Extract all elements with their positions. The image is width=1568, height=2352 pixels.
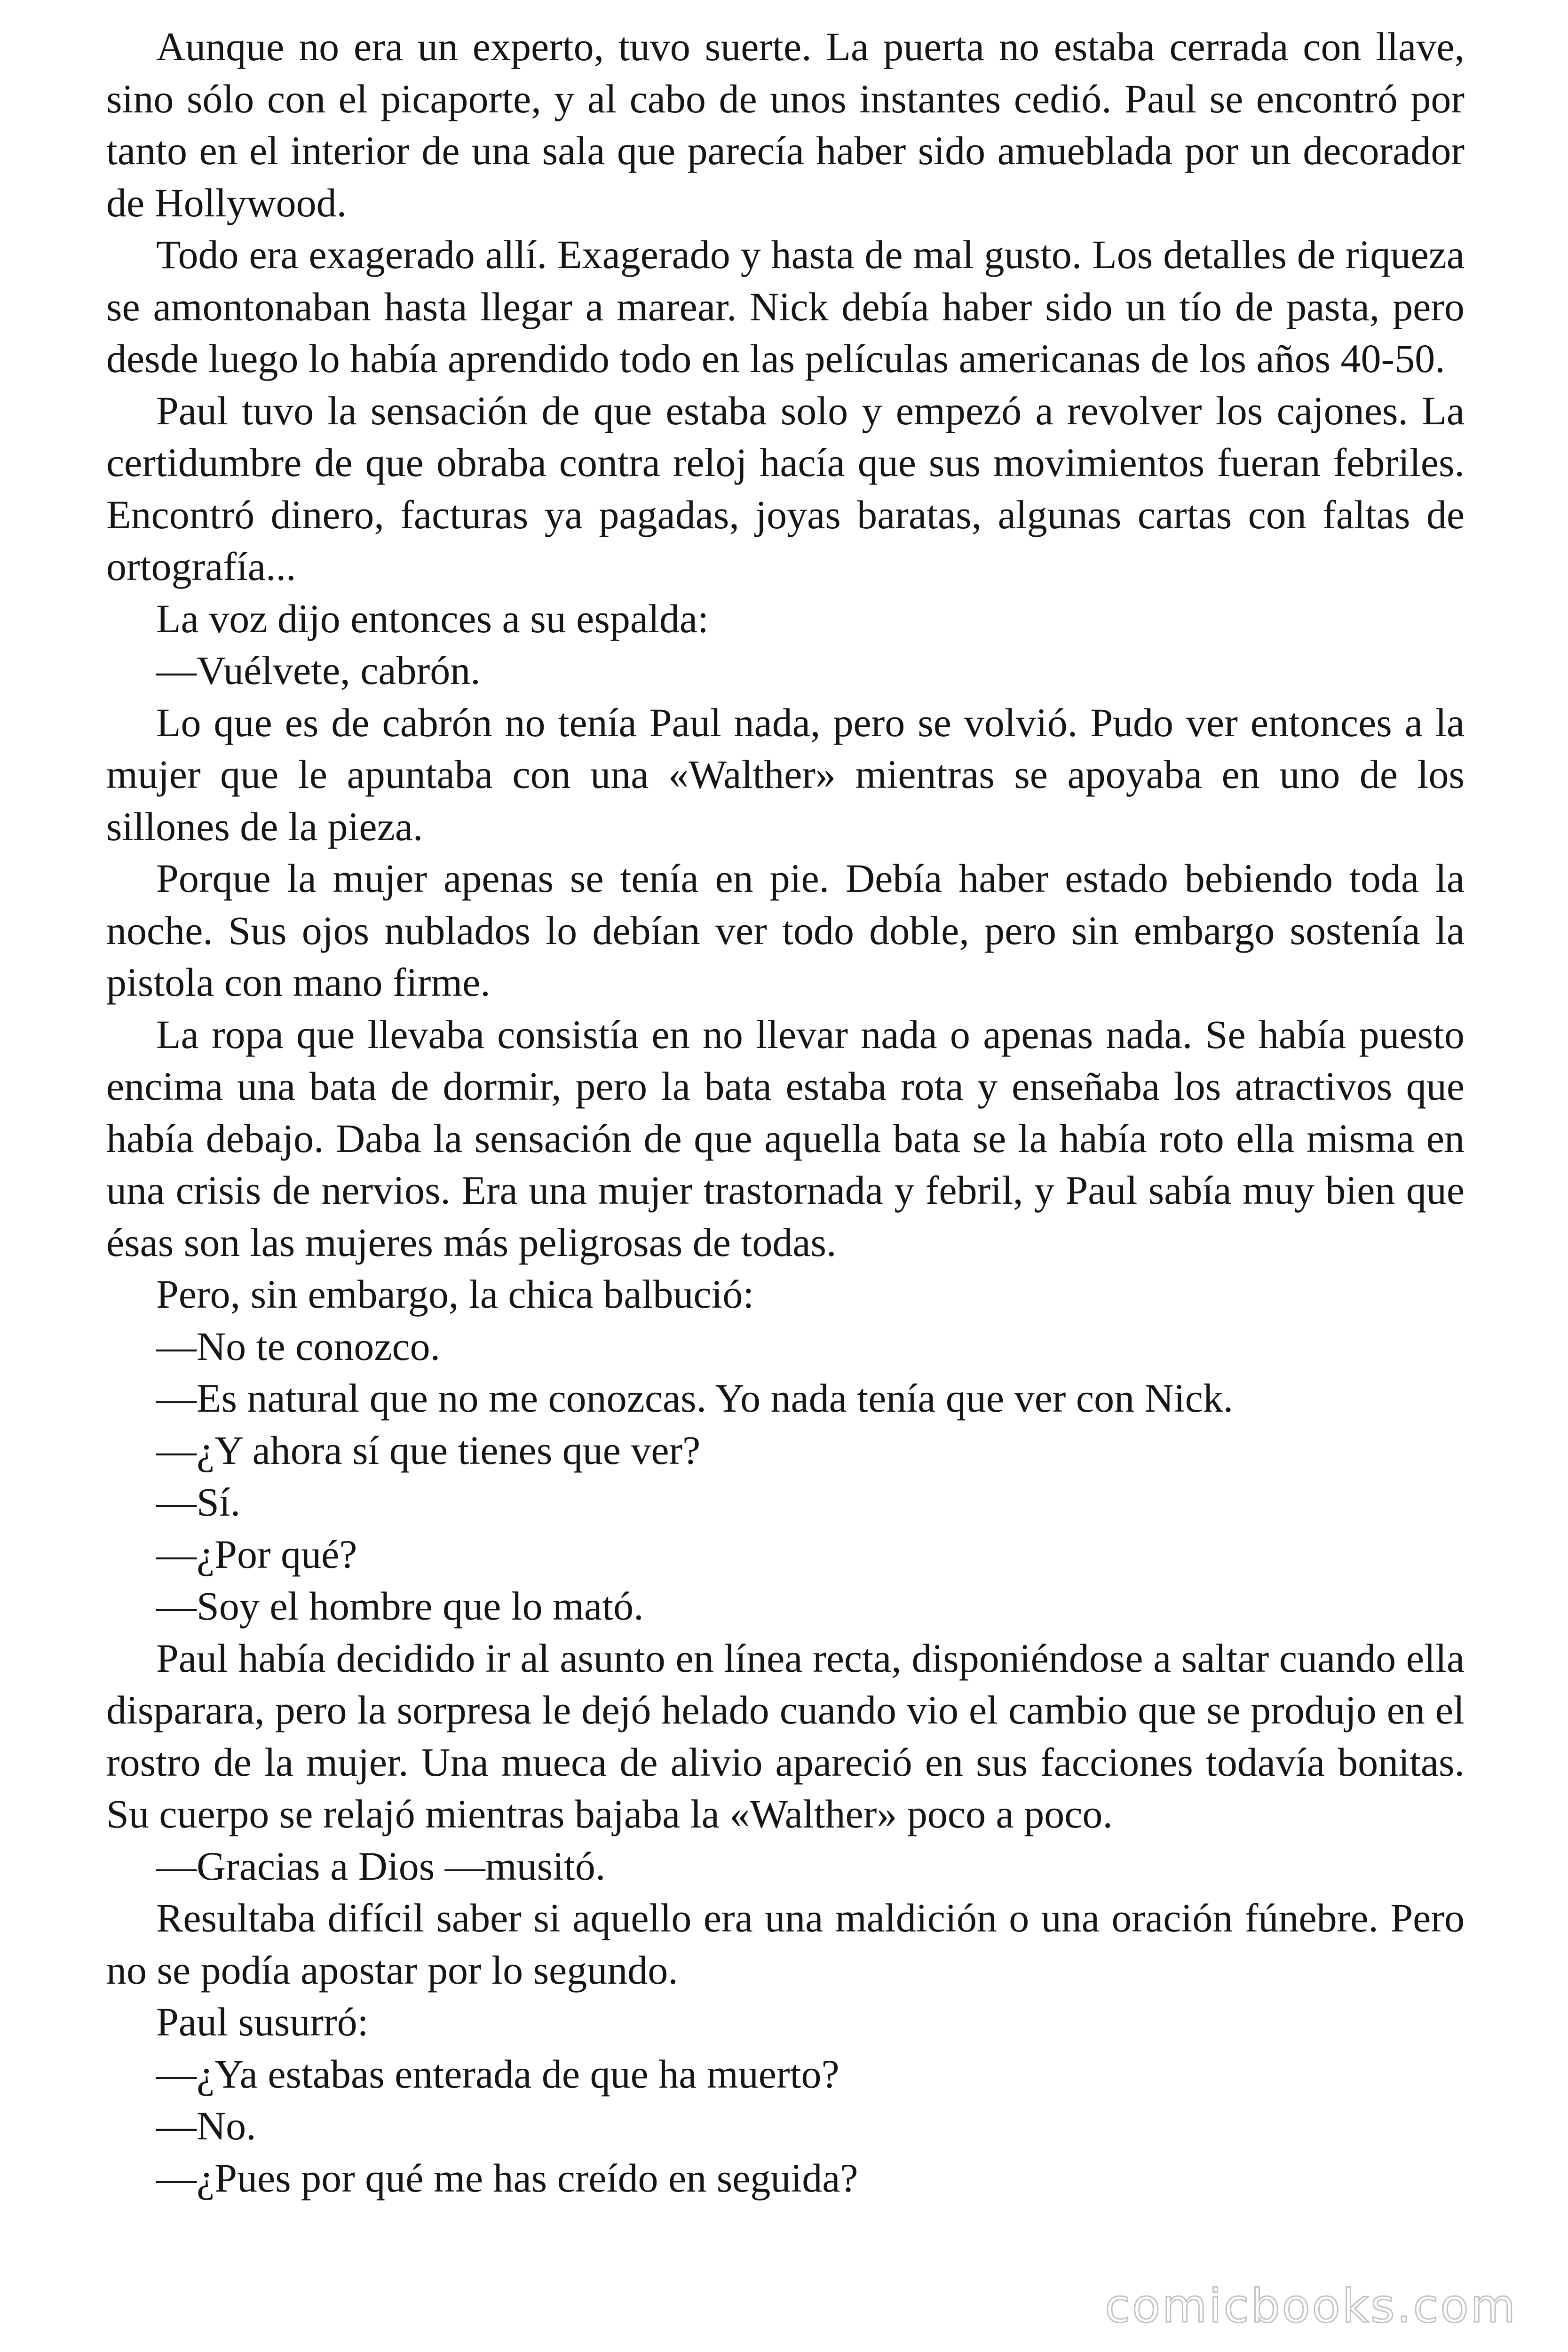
paragraph: Lo que es de cabrón no tenía Paul nada, pero se volvió. Pudo ver entonces a la mujer que le apuntaba con una «Walther» mientras se apoyaba en uno de los sillones de la pieza. — [106, 699, 1465, 849]
dialogue-line: —¿Ya estabas enterada de que ha muerto? — [156, 2051, 839, 2097]
dialogue-line: —¿Por qué? — [156, 1531, 357, 1577]
dialogue-line: —Soy el hombre que lo mató. — [156, 1583, 644, 1629]
paragraph: Porque la mujer apenas se tenía en pie. Debía haber estado bebiendo toda la noche. Sus ojos nublados lo debían ver todo doble, pero sin embargo sostenía la pistola con mano firme. — [106, 856, 1465, 1005]
paragraph: Pero, sin embargo, la chica balbució: — [156, 1271, 754, 1317]
paragraph: Paul había decidido ir al asunto en línea recta, disponiéndose a saltar cuando ella disparara, pero la sorpresa le dejó helado cuando vio el cambio que se produjo en el rostro de la mujer. Una mueca de alivio apareció en sus facciones todavía bonitas. Su cuerpo se relajó mientras bajaba la «Walther» poco a poco. — [106, 1635, 1465, 1836]
paragraph: Todo era exagerado allí. Exagerado y hasta de mal gusto. Los detalles de riqueza se amontonaban hasta llegar a marear. Nick debía haber sido un tío de pasta, pero desde luego lo había aprendido todo en las películas americanas de los años 40-50. — [106, 232, 1465, 381]
paragraph: La voz dijo entonces a su espalda: — [156, 596, 709, 641]
dialogue-line: —¿Y ahora sí que tienes que ver? — [156, 1427, 701, 1473]
paragraph: Paul susurró: — [156, 1999, 369, 2044]
watermark: comicbooks.com — [1105, 2280, 1517, 2333]
paragraph: Resultaba difícil saber si aquello era una maldición o una oración fúnebre. Pero no se podía apostar por lo segundo. — [106, 1895, 1465, 1993]
dialogue-line: —Vuélvete, cabrón. — [156, 648, 481, 693]
dialogue-line: —Es natural que no me conozcas. Yo nada tenía que ver con Nick. — [156, 1375, 1234, 1421]
dialogue-line: —No te conozco. — [156, 1323, 441, 1369]
dialogue-line: —No. — [156, 2103, 256, 2148]
paragraph: Paul tuvo la sensación de que estaba solo y empezó a revolver los cajones. La certidumbre de que obraba contra reloj hacía que sus movimientos fueran febriles. Encontró dinero, facturas ya pagadas, joyas baratas, algunas cartas con faltas de ortografía... — [106, 388, 1465, 589]
paragraph: La ropa que llevaba consistía en no llevar nada o apenas nada. Se había puesto encima una bata de dormir, pero la bata estaba rota y enseñaba los atractivos que había debajo. Daba la sensación de que aquella bata se la había roto ella misma en una crisis de nervios. Era una mujer trastornada y febril, y Paul sabía muy bien que ésas son las mujeres más peligrosas de todas. — [106, 1011, 1465, 1265]
page-body — [106, 21, 1465, 2204]
paragraph: Aunque no era un experto, tuvo suerte. La puerta no estaba cerrada con llave, sino sólo con el picaporte, y al cabo de unos instantes cedió. Paul se encontró por tanto en el interior de una sala que parecía haber sido amueblada por un decorador de Hollywood. — [106, 24, 1465, 225]
dialogue-line: —¿Pues por qué me has creído en seguida? — [156, 2155, 858, 2201]
dialogue-line: —Sí. — [156, 1479, 241, 1525]
dialogue-line: —Gracias a Dios —musitó. — [156, 1843, 606, 1889]
